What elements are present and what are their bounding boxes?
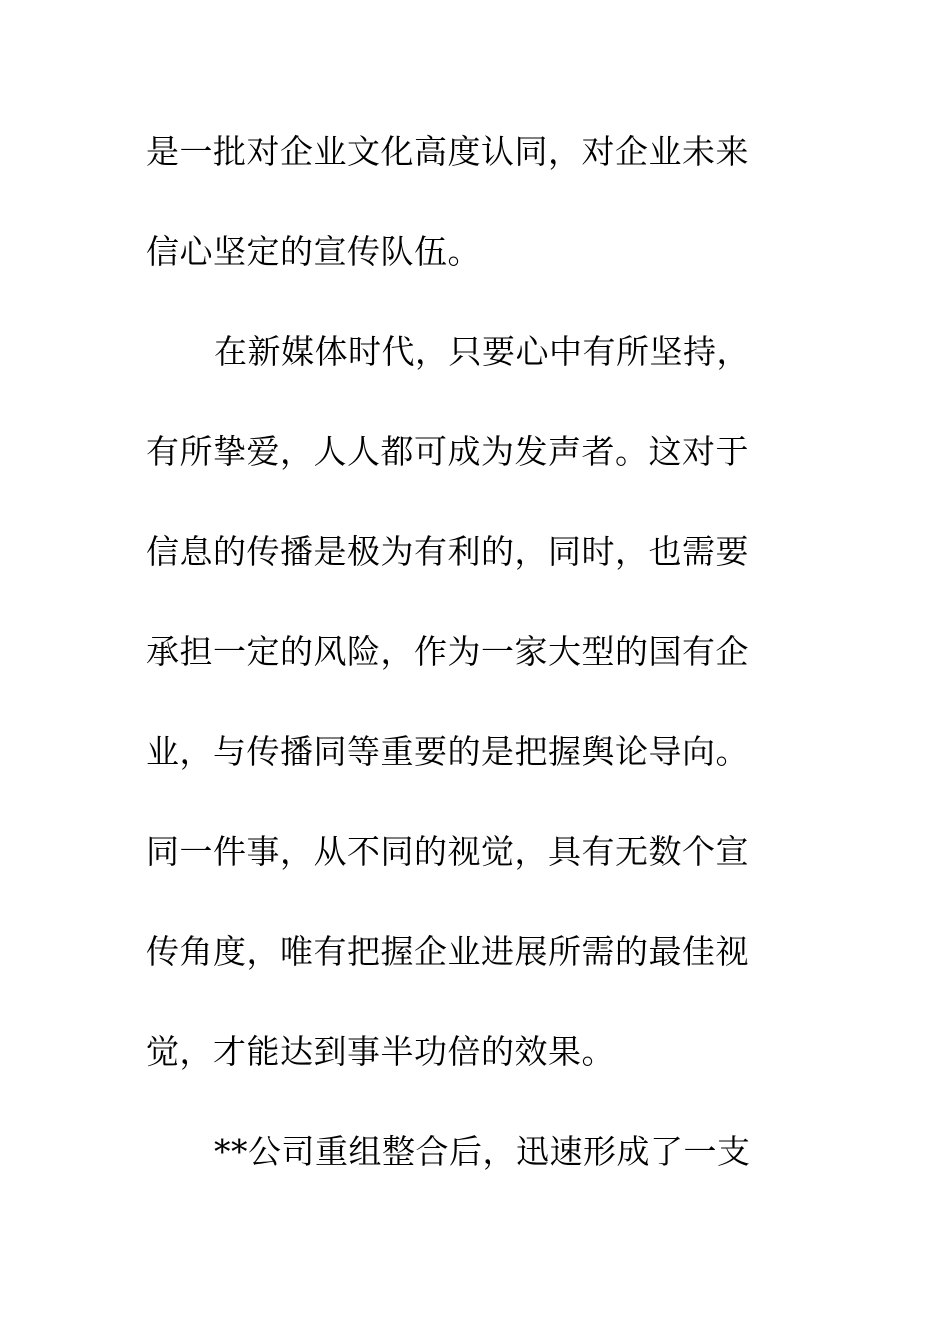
text-line-10: 觉，才能达到事半功倍的效果。 (146, 1032, 615, 1071)
text-line-9: 传角度，唯有把握企业进展所需的最佳视 (146, 932, 749, 971)
paragraph-start-line-3: 在新媒体时代，只要心中有所坚持， (214, 332, 750, 371)
text-line-2: 信心坚定的宣传队伍。 (146, 232, 481, 271)
paragraph-start-line-11: **公司重组整合后，迅速形成了一支 (214, 1132, 751, 1171)
text-line-5: 信息的传播是极为有利的，同时，也需要 (146, 532, 749, 571)
text-line-7: 业，与传播同等重要的是把握舆论导向。 (146, 732, 749, 771)
text-line-4: 有所挚爱，人人都可成为发声者。这对于 (146, 432, 749, 471)
text-line-6: 承担一定的风险，作为一家大型的国有企 (146, 632, 749, 671)
text-line-1: 是一批对企业文化高度认同，对企业未来 (146, 132, 749, 171)
text-line-8: 同一件事，从不同的视觉，具有无数个宣 (146, 832, 749, 871)
